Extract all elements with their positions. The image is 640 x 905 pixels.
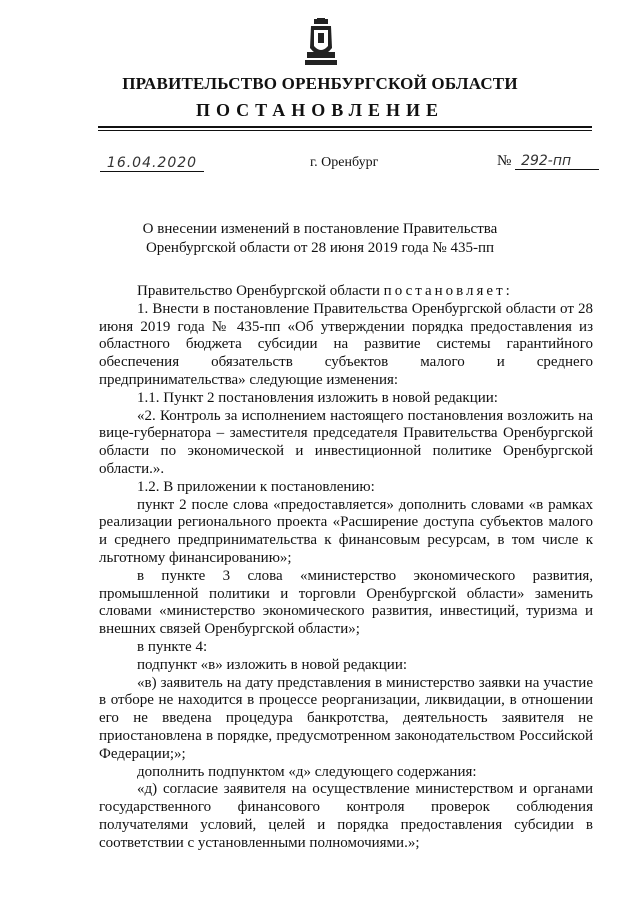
document-city: г. Оренбург bbox=[310, 155, 379, 170]
body-paragraph: «д) согласие заявителя на осуществление министерством и органами государственного финансового контроля проверок соблюдения получателями условий, целей и порядка предоставления субсидии в соответствии с установленными полномочиями.»; bbox=[99, 781, 593, 851]
body-paragraph: пункт 2 после слова «предоставляется» дополнить словами «в рамках реализации регионального проекта «Расширение доступа субъектов малого и среднего предпринимательства к финансовым ресурсам, в том числе к льготному финансированию»; bbox=[99, 496, 593, 566]
intro-prefix: Правительство Оренбургской области bbox=[137, 283, 380, 299]
subject-line-1: О внесении изменений в постановление Правительства bbox=[142, 221, 498, 237]
body-paragraph: 1. Внести в постановление Правительства Оренбургской области от 28 июня 2019 года № 435-пп «Об утверждении порядка предоставления из областного бюджета субсидии на развитие системы гарантийного обеспечения обязательств субъектов малого и среднего предпринимательства» следующие изменения: bbox=[99, 300, 593, 388]
document-subject bbox=[0, 220, 640, 258]
organization-title: ПРАВИТЕЛЬСТВО ОРЕНБУРГСКОЙ ОБЛАСТИ bbox=[122, 74, 518, 93]
body-paragraph: дополнить подпунктом «д» следующего содержания: bbox=[137, 763, 477, 780]
body-paragraph: подпункт «в» изложить в новой редакции: bbox=[137, 656, 408, 673]
intro-spaced: постановляет: bbox=[383, 283, 513, 299]
number-label: № bbox=[497, 153, 512, 169]
body-paragraph: 1.2. В приложении к постановлению: bbox=[137, 478, 375, 495]
document-number bbox=[497, 153, 599, 170]
body-paragraph: «2. Контроль за исполнением настоящего постановления возложить на вице-губернатора – заместителя председателя Правительства Оренбургской области по экономической и инвестиционной политике Оренбургской области.». bbox=[99, 407, 593, 477]
intro-paragraph bbox=[99, 283, 593, 301]
header-rule-thick bbox=[98, 126, 592, 128]
document-body bbox=[99, 283, 593, 853]
body-paragraph: «в) заявитель на дату представления в министерство заявки на участие в отборе не находится в процессе реорганизации, ликвидации, в отношении его не введена процедура банкротства, деятельность заявителя не приостановлена в порядке, предусмотренном законодательством Российской Федерации;»; bbox=[99, 674, 593, 762]
coat-of-arms-icon bbox=[305, 18, 337, 66]
document-type: ПОСТАНОВЛЕНИЕ bbox=[195, 100, 445, 120]
body-paragraph: в пункте 3 слова «министерство экономического развития, промышленной политики и торговли Оренбургской области» заменить словами «министерство экономического развития, инвестиций, туризма и внешних связей Оренбургской области»; bbox=[99, 567, 593, 638]
number-value: 292-пп bbox=[515, 153, 599, 170]
body-paragraph: 1.1. Пункт 2 постановления изложить в новой редакции: bbox=[137, 389, 498, 406]
header-rule-thin bbox=[98, 130, 592, 131]
document-date: 16.04.2020 bbox=[100, 155, 204, 172]
body-paragraph: в пункте 4: bbox=[137, 638, 208, 655]
subject-line-2: Оренбургской области от 28 июня 2019 года № 435-пп bbox=[145, 240, 495, 256]
